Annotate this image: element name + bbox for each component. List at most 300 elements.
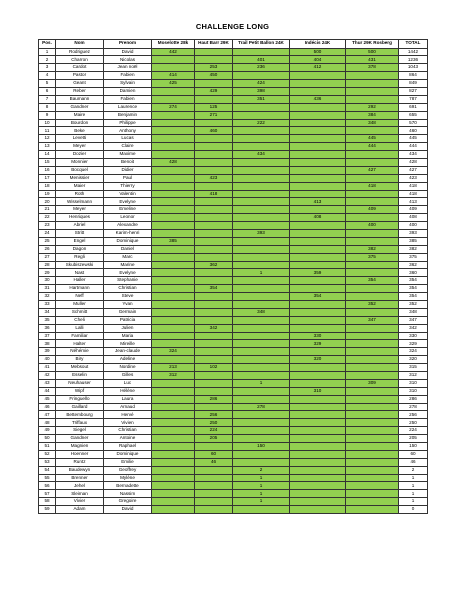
thur-rosberg-cell: 445 bbox=[346, 135, 399, 143]
petit-ballon-cell: 150 bbox=[233, 443, 290, 451]
moselotte-cell bbox=[152, 222, 195, 230]
table-row bbox=[39, 261, 428, 269]
thur-rosberg-cell: 378 bbox=[346, 64, 399, 72]
moselotte-cell bbox=[152, 166, 195, 174]
first-name-cell: Fabien bbox=[104, 72, 152, 80]
last-name-cell: Neff bbox=[56, 293, 104, 301]
indecis-cell: 329 bbox=[290, 340, 346, 348]
first-name-cell: Emeline bbox=[104, 206, 152, 214]
position-cell: 16 bbox=[39, 166, 56, 174]
indecis-cell bbox=[290, 435, 346, 443]
haut-barr-cell bbox=[195, 222, 233, 230]
moselotte-cell bbox=[152, 316, 195, 324]
thur-rosberg-cell bbox=[346, 87, 399, 95]
first-name-cell: Julien bbox=[104, 324, 152, 332]
thur-rosberg-cell bbox=[346, 411, 399, 419]
table-row bbox=[39, 95, 428, 103]
indecis-cell bbox=[290, 229, 346, 237]
first-name-cell: Mireille bbox=[104, 340, 152, 348]
moselotte-cell bbox=[152, 301, 195, 309]
table-row bbox=[39, 474, 428, 482]
thur-rosberg-cell bbox=[346, 80, 399, 88]
column-header: Pos. bbox=[39, 40, 56, 49]
position-cell: 30 bbox=[39, 277, 56, 285]
total-cell: 329 bbox=[399, 340, 428, 348]
haut-barr-cell bbox=[195, 119, 233, 127]
indecis-cell bbox=[290, 222, 346, 230]
total-cell: 460 bbox=[399, 127, 428, 135]
petit-ballon-cell: 278 bbox=[233, 403, 290, 411]
table-row bbox=[39, 348, 428, 356]
page-title: CHALLENGE LONG bbox=[195, 22, 270, 31]
indecis-cell bbox=[290, 190, 346, 198]
total-cell: 382 bbox=[399, 245, 428, 253]
thur-rosberg-cell: 500 bbox=[346, 48, 399, 56]
thur-rosberg-cell bbox=[346, 293, 399, 301]
haut-barr-cell bbox=[195, 506, 233, 514]
petit-ballon-cell bbox=[233, 387, 290, 395]
table-row bbox=[39, 277, 428, 285]
position-cell: 29 bbox=[39, 269, 56, 277]
position-cell: 27 bbox=[39, 253, 56, 261]
haut-barr-cell bbox=[195, 277, 233, 285]
last-name-cell: Dozier bbox=[56, 151, 104, 159]
indecis-cell bbox=[290, 427, 346, 435]
moselotte-cell: 324 bbox=[152, 348, 195, 356]
total-cell: 250 bbox=[399, 419, 428, 427]
petit-ballon-cell bbox=[233, 166, 290, 174]
position-cell: 2 bbox=[39, 56, 56, 64]
petit-ballon-cell bbox=[233, 135, 290, 143]
haut-barr-cell bbox=[195, 466, 233, 474]
first-name-cell: Claire bbox=[104, 143, 152, 151]
petit-ballon-cell bbox=[233, 340, 290, 348]
first-name-cell: Stephanie bbox=[104, 277, 152, 285]
total-cell: 320 bbox=[399, 356, 428, 364]
indecis-cell bbox=[290, 316, 346, 324]
petit-ballon-cell: 351 bbox=[233, 95, 290, 103]
position-cell: 10 bbox=[39, 119, 56, 127]
first-name-cell: Benjamin bbox=[104, 111, 152, 119]
petit-ballon-cell bbox=[233, 506, 290, 514]
table-header-row bbox=[39, 40, 428, 49]
table-row bbox=[39, 372, 428, 380]
moselotte-cell bbox=[152, 419, 195, 427]
last-name-cell: Bettembourg bbox=[56, 411, 104, 419]
first-name-cell: Maxime bbox=[104, 151, 152, 159]
last-name-cell: Sleiman bbox=[56, 490, 104, 498]
table-row bbox=[39, 356, 428, 364]
haut-barr-cell bbox=[195, 206, 233, 214]
thur-rosberg-cell bbox=[346, 285, 399, 293]
position-cell: 20 bbox=[39, 198, 56, 206]
table-row bbox=[39, 48, 428, 56]
haut-barr-cell bbox=[195, 372, 233, 380]
last-name-cell: Siegel bbox=[56, 427, 104, 435]
last-name-cell: Mebsout bbox=[56, 364, 104, 372]
moselotte-cell bbox=[152, 56, 195, 64]
haut-barr-cell: 460 bbox=[195, 127, 233, 135]
haut-barr-cell bbox=[195, 158, 233, 166]
position-cell: 21 bbox=[39, 206, 56, 214]
haut-barr-cell bbox=[195, 135, 233, 143]
first-name-cell: Yvan bbox=[104, 301, 152, 309]
last-name-cell: Abriel bbox=[56, 222, 104, 230]
thur-rosberg-cell: 292 bbox=[346, 103, 399, 111]
moselotte-cell bbox=[152, 498, 195, 506]
position-cell: 50 bbox=[39, 435, 56, 443]
table-row bbox=[39, 427, 428, 435]
thur-rosberg-cell bbox=[346, 158, 399, 166]
indecis-cell bbox=[290, 103, 346, 111]
first-name-cell: Thierry bbox=[104, 182, 152, 190]
last-name-cell: Roth bbox=[56, 190, 104, 198]
last-name-cell: Baudewyn bbox=[56, 466, 104, 474]
position-cell: 17 bbox=[39, 174, 56, 182]
table-row bbox=[39, 253, 428, 261]
indecis-cell bbox=[290, 324, 346, 332]
position-cell: 34 bbox=[39, 308, 56, 316]
position-cell: 1 bbox=[39, 48, 56, 56]
petit-ballon-cell bbox=[233, 364, 290, 372]
indecis-cell bbox=[290, 308, 346, 316]
last-name-cell: Bourdon bbox=[56, 119, 104, 127]
first-name-cell: Dominique bbox=[104, 450, 152, 458]
last-name-cell: Nast bbox=[56, 269, 104, 277]
petit-ballon-cell bbox=[233, 285, 290, 293]
moselotte-cell bbox=[152, 293, 195, 301]
haut-barr-cell bbox=[195, 340, 233, 348]
haut-barr-cell bbox=[195, 308, 233, 316]
petit-ballon-cell bbox=[233, 198, 290, 206]
haut-barr-cell bbox=[195, 237, 233, 245]
total-cell: 354 bbox=[399, 285, 428, 293]
thur-rosberg-cell: 309 bbox=[346, 379, 399, 387]
petit-ballon-cell bbox=[233, 103, 290, 111]
indecis-cell: 359 bbox=[290, 269, 346, 277]
moselotte-cell bbox=[152, 253, 195, 261]
table-row bbox=[39, 498, 428, 506]
last-name-cell: Charron bbox=[56, 56, 104, 64]
total-cell: 445 bbox=[399, 135, 428, 143]
thur-rosberg-cell bbox=[346, 174, 399, 182]
table-row bbox=[39, 135, 428, 143]
first-name-cell: Laurence bbox=[104, 103, 152, 111]
total-cell: 348 bbox=[399, 308, 428, 316]
moselotte-cell bbox=[152, 395, 195, 403]
haut-barr-cell: 60 bbox=[195, 450, 233, 458]
thur-rosberg-cell bbox=[346, 443, 399, 451]
moselotte-cell bbox=[152, 174, 195, 182]
position-cell: 55 bbox=[39, 474, 56, 482]
last-name-cell: Vivier bbox=[56, 498, 104, 506]
moselotte-cell bbox=[152, 206, 195, 214]
petit-ballon-cell bbox=[233, 356, 290, 364]
table-row bbox=[39, 174, 428, 182]
first-name-cell: David bbox=[104, 506, 152, 514]
indecis-cell bbox=[290, 261, 346, 269]
total-cell: 330 bbox=[399, 332, 428, 340]
position-cell: 35 bbox=[39, 316, 56, 324]
moselotte-cell bbox=[152, 64, 195, 72]
total-cell: 1 bbox=[399, 474, 428, 482]
thur-rosberg-cell bbox=[346, 435, 399, 443]
haut-barr-cell bbox=[195, 293, 233, 301]
moselotte-cell: 428 bbox=[152, 158, 195, 166]
indecis-cell: 330 bbox=[290, 332, 346, 340]
position-cell: 37 bbox=[39, 332, 56, 340]
column-header: Trail Petit Ballon 24K bbox=[233, 40, 290, 49]
haut-barr-cell: 450 bbox=[195, 72, 233, 80]
indecis-cell bbox=[290, 111, 346, 119]
total-cell: 2 bbox=[399, 466, 428, 474]
position-cell: 22 bbox=[39, 214, 56, 222]
thur-rosberg-cell: 427 bbox=[346, 166, 399, 174]
petit-ballon-cell bbox=[233, 182, 290, 190]
petit-ballon-cell: 2 bbox=[233, 466, 290, 474]
petit-ballon-cell bbox=[233, 348, 290, 356]
moselotte-cell bbox=[152, 87, 195, 95]
haut-barr-cell: 342 bbox=[195, 324, 233, 332]
table-row bbox=[39, 143, 428, 151]
position-cell: 33 bbox=[39, 301, 56, 309]
last-name-cell: Néhémie bbox=[56, 348, 104, 356]
petit-ballon-cell bbox=[233, 395, 290, 403]
haut-barr-cell bbox=[195, 482, 233, 490]
position-cell: 28 bbox=[39, 261, 56, 269]
first-name-cell: Antoine bbox=[104, 435, 152, 443]
table-row bbox=[39, 324, 428, 332]
first-name-cell: Geoffrey bbox=[104, 466, 152, 474]
indecis-cell bbox=[290, 450, 346, 458]
petit-ballon-cell bbox=[233, 301, 290, 309]
last-name-cell: Familiar bbox=[56, 332, 104, 340]
haut-barr-cell bbox=[195, 379, 233, 387]
haut-barr-cell: 286 bbox=[195, 395, 233, 403]
moselotte-cell bbox=[152, 214, 195, 222]
petit-ballon-cell bbox=[233, 237, 290, 245]
table-row bbox=[39, 222, 428, 230]
haut-barr-cell bbox=[195, 498, 233, 506]
indecis-cell bbox=[290, 482, 346, 490]
last-name-cell: Reber bbox=[56, 87, 104, 95]
total-cell: 352 bbox=[399, 301, 428, 309]
haut-barr-cell: 205 bbox=[195, 435, 233, 443]
thur-rosberg-cell bbox=[346, 356, 399, 364]
total-cell: 413 bbox=[399, 198, 428, 206]
total-cell: 1 bbox=[399, 498, 428, 506]
indecis-cell bbox=[290, 348, 346, 356]
first-name-cell: Evelyne bbox=[104, 198, 152, 206]
petit-ballon-cell bbox=[233, 222, 290, 230]
last-name-cell: Muller bbox=[56, 301, 104, 309]
table-row bbox=[39, 458, 428, 466]
total-cell: 354 bbox=[399, 293, 428, 301]
moselotte-cell bbox=[152, 435, 195, 443]
first-name-cell: Nicolas bbox=[104, 56, 152, 64]
last-name-cell: Menissier bbox=[56, 174, 104, 182]
first-name-cell: Raphael bbox=[104, 443, 152, 451]
table-body bbox=[39, 48, 428, 514]
indecis-cell bbox=[290, 72, 346, 80]
table-row bbox=[39, 182, 428, 190]
petit-ballon-cell: 401 bbox=[233, 56, 290, 64]
total-cell: 864 bbox=[399, 72, 428, 80]
table-row bbox=[39, 340, 428, 348]
total-cell: 418 bbox=[399, 190, 428, 198]
first-name-cell: Bernadette bbox=[104, 482, 152, 490]
thur-rosberg-cell bbox=[346, 506, 399, 514]
indecis-cell bbox=[290, 253, 346, 261]
thur-rosberg-cell bbox=[346, 419, 399, 427]
first-name-cell: Marine bbox=[104, 261, 152, 269]
last-name-cell: Jehel bbox=[56, 482, 104, 490]
total-cell: 427 bbox=[399, 166, 428, 174]
thur-rosberg-cell bbox=[346, 324, 399, 332]
petit-ballon-cell bbox=[233, 427, 290, 435]
first-name-cell: Germain bbox=[104, 308, 152, 316]
first-name-cell: Damien bbox=[104, 87, 152, 95]
thur-rosberg-cell: 347 bbox=[346, 316, 399, 324]
moselotte-cell bbox=[152, 427, 195, 435]
petit-ballon-cell: 434 bbox=[233, 151, 290, 159]
first-name-cell: Christian bbox=[104, 427, 152, 435]
column-header: TOTAL bbox=[399, 40, 428, 49]
petit-ballon-cell bbox=[233, 127, 290, 135]
thur-rosberg-cell bbox=[346, 332, 399, 340]
moselotte-cell bbox=[152, 111, 195, 119]
petit-ballon-cell bbox=[233, 48, 290, 56]
haut-barr-cell bbox=[195, 48, 233, 56]
haut-barr-cell: 271 bbox=[195, 111, 233, 119]
indecis-cell bbox=[290, 301, 346, 309]
total-cell: 1043 bbox=[399, 64, 428, 72]
total-cell: 256 bbox=[399, 411, 428, 419]
total-cell: 360 bbox=[399, 269, 428, 277]
moselotte-cell bbox=[152, 458, 195, 466]
thur-rosberg-cell bbox=[346, 261, 399, 269]
first-name-cell: Daniel bbox=[104, 245, 152, 253]
last-name-cell: Regli bbox=[56, 253, 104, 261]
total-cell: 393 bbox=[399, 229, 428, 237]
table-row bbox=[39, 269, 428, 277]
first-name-cell: Anthony bbox=[104, 127, 152, 135]
first-name-cell: Leonor bbox=[104, 214, 152, 222]
indecis-cell bbox=[290, 174, 346, 182]
indecis-cell: 354 bbox=[290, 293, 346, 301]
indecis-cell bbox=[290, 166, 346, 174]
position-cell: 19 bbox=[39, 190, 56, 198]
total-cell: 286 bbox=[399, 395, 428, 403]
column-header: Indécis 24K bbox=[290, 40, 346, 49]
last-name-cell: Maier bbox=[56, 182, 104, 190]
position-cell: 3 bbox=[39, 64, 56, 72]
table-row bbox=[39, 490, 428, 498]
last-name-cell: Gandner bbox=[56, 103, 104, 111]
table-row bbox=[39, 387, 428, 395]
position-cell: 18 bbox=[39, 182, 56, 190]
total-cell: 444 bbox=[399, 143, 428, 151]
last-name-cell: Schmitt bbox=[56, 308, 104, 316]
moselotte-cell bbox=[152, 490, 195, 498]
first-name-cell: Jean noël bbox=[104, 64, 152, 72]
indecis-cell bbox=[290, 395, 346, 403]
table-row bbox=[39, 214, 428, 222]
thur-rosberg-cell: 375 bbox=[346, 253, 399, 261]
petit-ballon-cell: 348 bbox=[233, 308, 290, 316]
haut-barr-cell bbox=[195, 253, 233, 261]
position-cell: 45 bbox=[39, 395, 56, 403]
table-row bbox=[39, 411, 428, 419]
indecis-cell: 413 bbox=[290, 198, 346, 206]
first-name-cell: Marc bbox=[104, 253, 152, 261]
haut-barr-cell bbox=[195, 214, 233, 222]
total-cell: 312 bbox=[399, 372, 428, 380]
table-row bbox=[39, 80, 428, 88]
moselotte-cell: 414 bbox=[152, 72, 195, 80]
table-row bbox=[39, 379, 428, 387]
haut-barr-cell bbox=[195, 80, 233, 88]
indecis-cell: 408 bbox=[290, 214, 346, 222]
first-name-cell: Gilles bbox=[104, 372, 152, 380]
petit-ballon-cell bbox=[233, 458, 290, 466]
thur-rosberg-cell bbox=[346, 482, 399, 490]
last-name-cell: Hartmann bbox=[56, 285, 104, 293]
petit-ballon-cell: 1 bbox=[233, 498, 290, 506]
indecis-cell: 412 bbox=[290, 64, 346, 72]
indecis-cell bbox=[290, 458, 346, 466]
indecis-cell bbox=[290, 151, 346, 159]
table-row bbox=[39, 206, 428, 214]
thur-rosberg-cell bbox=[346, 458, 399, 466]
indecis-cell bbox=[290, 490, 346, 498]
table-row bbox=[39, 151, 428, 159]
first-name-cell: Laura bbox=[104, 395, 152, 403]
haut-barr-cell: 429 bbox=[195, 87, 233, 95]
indecis-cell bbox=[290, 506, 346, 514]
first-name-cell: Paul bbox=[104, 174, 152, 182]
thur-rosberg-cell: 348 bbox=[346, 119, 399, 127]
haut-barr-cell bbox=[195, 403, 233, 411]
moselotte-cell: 442 bbox=[152, 48, 195, 56]
moselotte-cell bbox=[152, 411, 195, 419]
indecis-cell bbox=[290, 80, 346, 88]
total-cell: 60 bbox=[399, 450, 428, 458]
indecis-cell bbox=[290, 182, 346, 190]
table-row bbox=[39, 285, 428, 293]
table-row bbox=[39, 237, 428, 245]
moselotte-cell: 385 bbox=[152, 237, 195, 245]
position-cell: 49 bbox=[39, 427, 56, 435]
last-name-cell: Maire bbox=[56, 111, 104, 119]
column-header: Thur 29K Rosberg bbox=[346, 40, 399, 49]
last-name-cell: Fringuello bbox=[56, 395, 104, 403]
last-name-cell: Skubiszewski bbox=[56, 261, 104, 269]
position-cell: 8 bbox=[39, 103, 56, 111]
position-cell: 12 bbox=[39, 135, 56, 143]
total-cell: 315 bbox=[399, 364, 428, 372]
position-cell: 13 bbox=[39, 143, 56, 151]
moselotte-cell bbox=[152, 379, 195, 387]
total-cell: 570 bbox=[399, 119, 428, 127]
first-name-cell: Alexandre bbox=[104, 222, 152, 230]
position-cell: 48 bbox=[39, 419, 56, 427]
table-row bbox=[39, 506, 428, 514]
thur-rosberg-cell bbox=[346, 198, 399, 206]
haut-barr-cell bbox=[195, 348, 233, 356]
total-cell: 787 bbox=[399, 95, 428, 103]
last-name-cell: Haller bbox=[56, 277, 104, 285]
